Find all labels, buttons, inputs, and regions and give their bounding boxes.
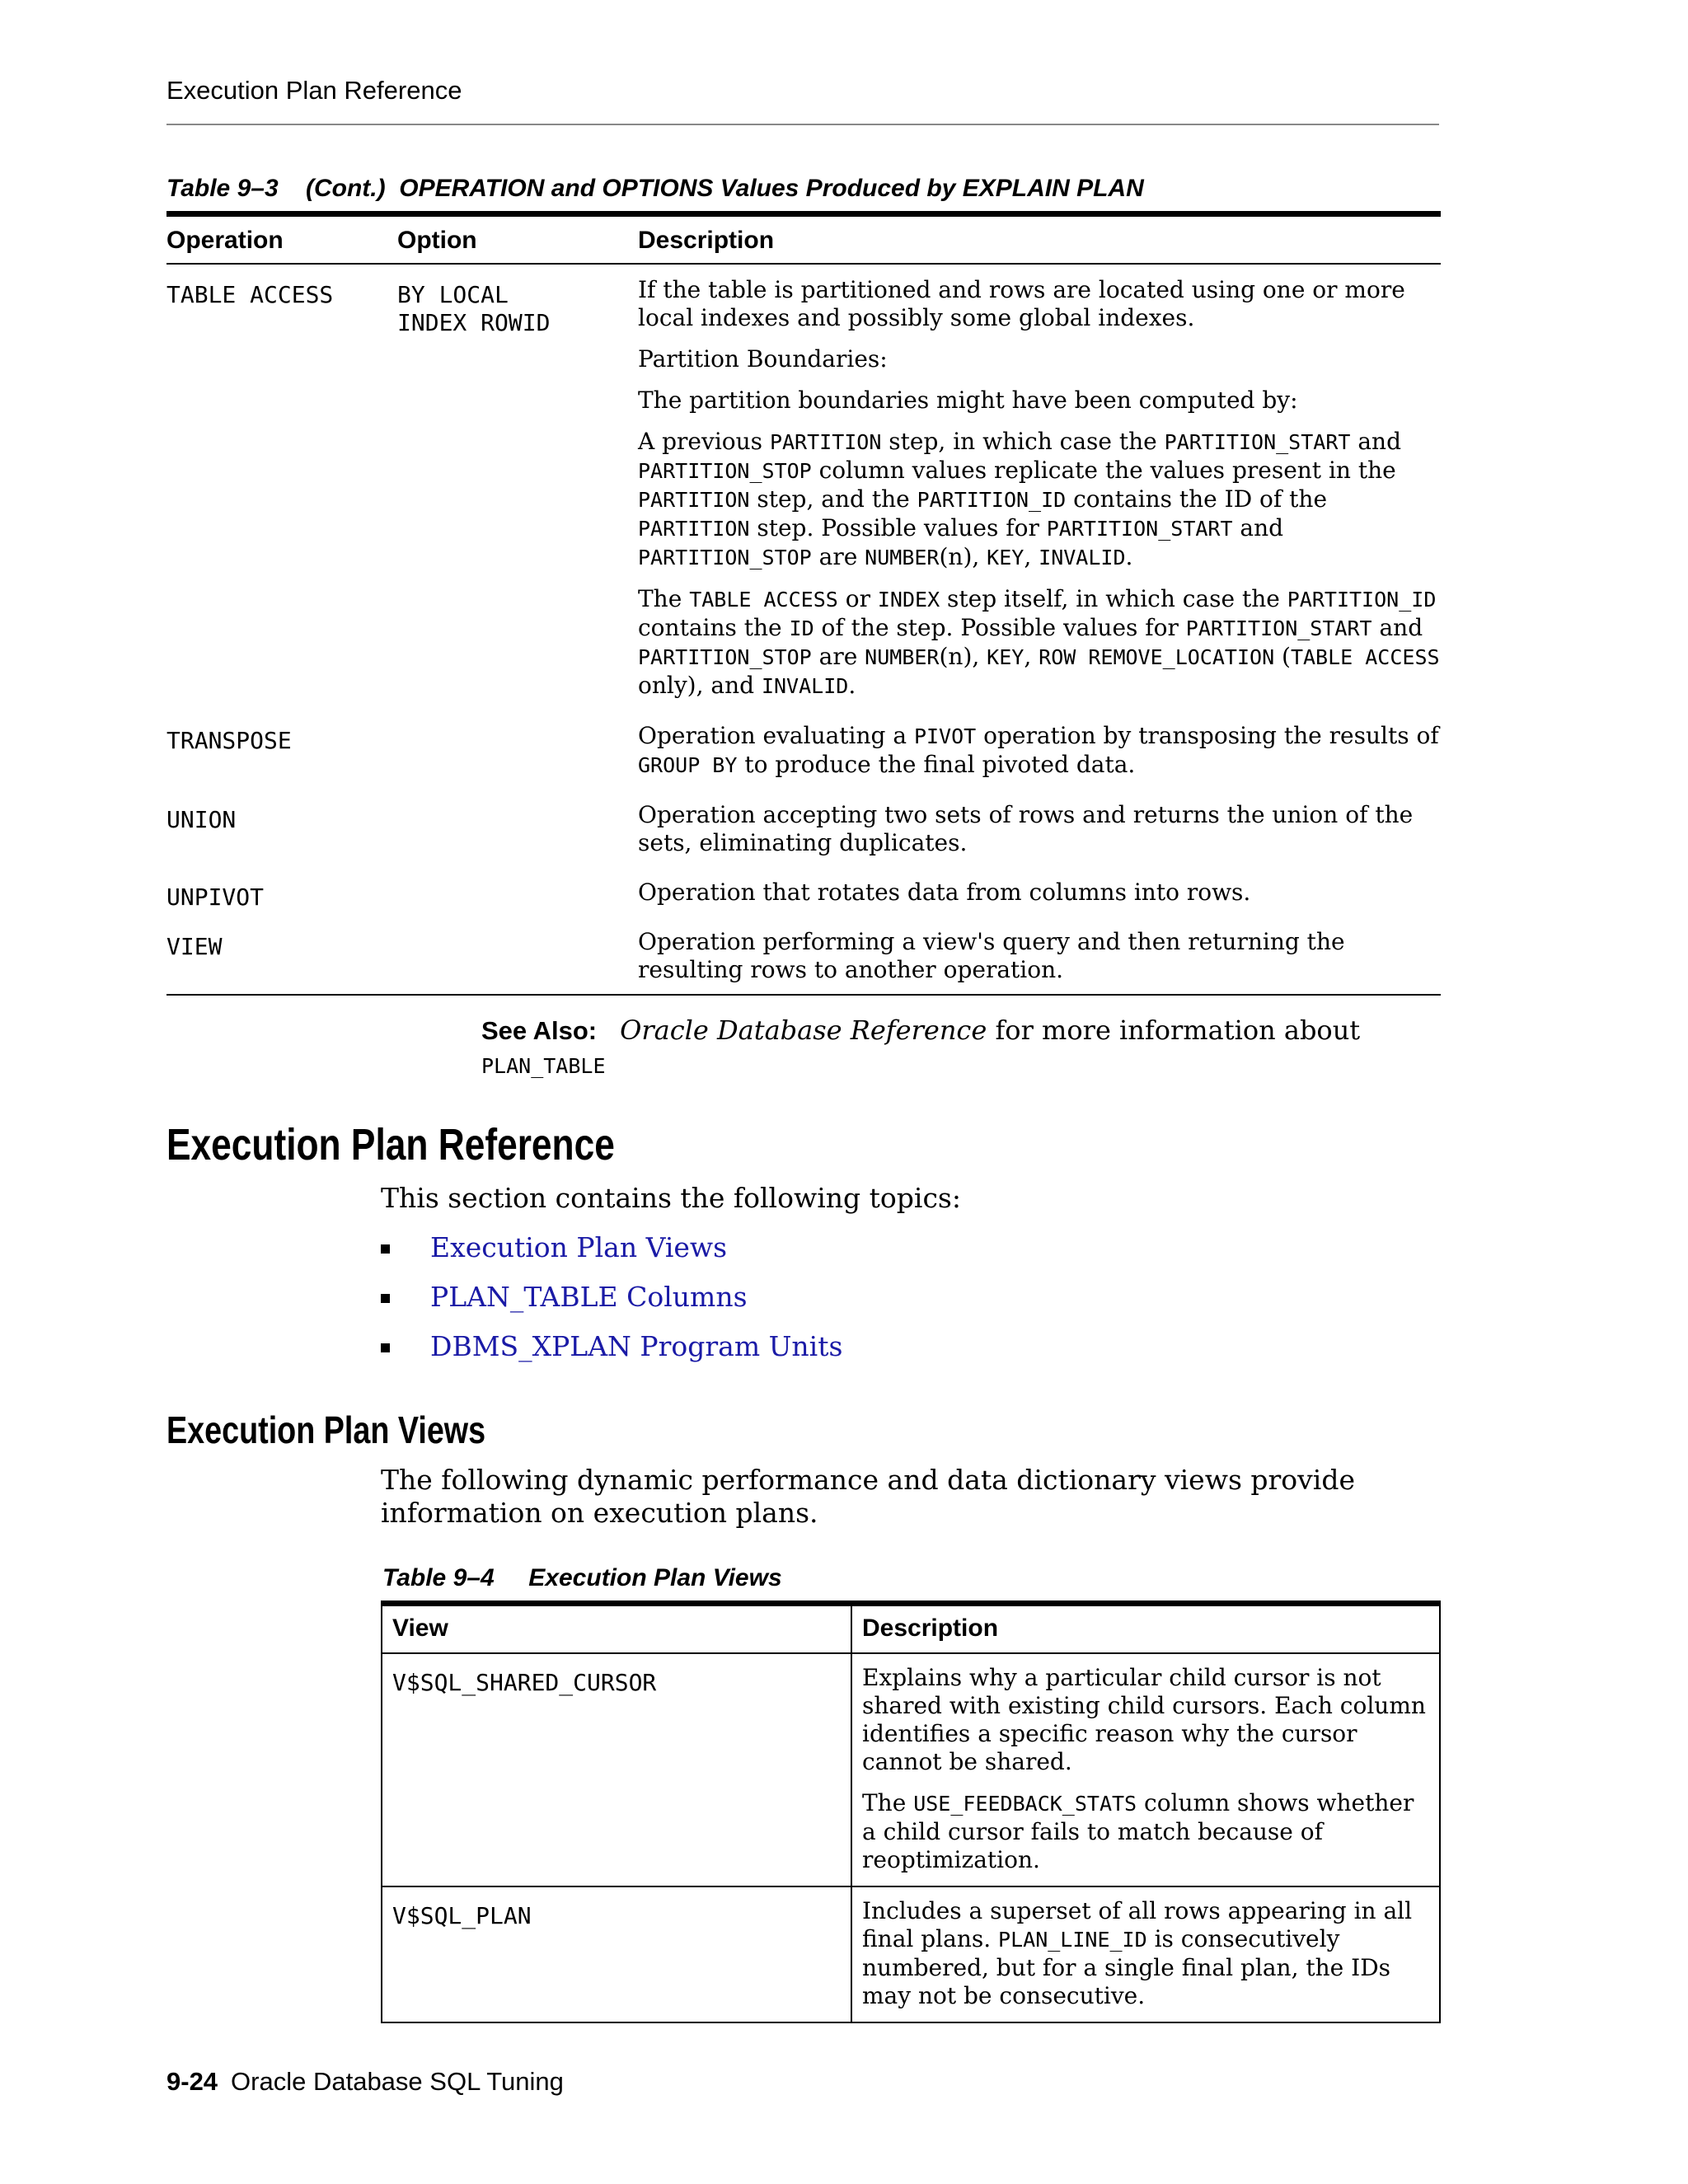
description-text: and <box>1232 514 1284 541</box>
topic-link-execution-plan-views[interactable]: Execution Plan Views <box>430 1231 728 1263</box>
description-paragraph <box>862 1664 1429 1776</box>
list-item <box>381 1231 842 1281</box>
table-row <box>166 916 1441 995</box>
table-row <box>166 710 1441 790</box>
description-text: step, and the <box>749 485 917 513</box>
operation-cell: TRANSPOSE <box>166 727 292 754</box>
see-also-code: PLAN_TABLE <box>481 1054 606 1078</box>
description-text: to produce the final pivoted data. <box>737 751 1136 778</box>
column-header-description: Description <box>851 1604 1440 1654</box>
subsection-title: Execution Plan Views <box>166 1408 486 1451</box>
code-term: PARTITION_ID <box>917 488 1067 512</box>
description-text: and <box>1372 614 1423 641</box>
table-row <box>166 867 1441 916</box>
topics-list <box>381 1231 842 1380</box>
option-cell: BY LOCAL INDEX ROWID <box>397 281 551 336</box>
code-term: PARTITION_STOP <box>638 459 812 483</box>
code-term: INVALID <box>761 674 849 698</box>
description-paragraph <box>862 1789 1429 1874</box>
description-text: is consecutively numbered, but for a single final plan, the IDs may not be consecutive. <box>862 1925 1391 2009</box>
description-text: column shows whether a child cursor fails to match because of reoptimization. <box>862 1789 1414 1873</box>
description-text: ( <box>1274 643 1291 670</box>
code-term: INDEX <box>877 588 940 612</box>
code-term: KEY <box>987 546 1025 569</box>
table-row <box>382 1653 1440 1886</box>
code-term: INVALID <box>1039 546 1126 569</box>
description-text: column values replicate the values present in the <box>811 457 1396 484</box>
topic-link-plan-table-columns[interactable]: PLAN_TABLE Columns <box>430 1281 748 1313</box>
code-term: PARTITION_STOP <box>638 645 812 669</box>
description-text: of the step. Possible values for <box>814 614 1186 641</box>
description-text: . <box>848 672 856 699</box>
description-text: (n), <box>939 643 987 670</box>
description-text: The <box>638 585 690 612</box>
subsection-intro: The following dynamic performance and data dictionary views provide information on execution plans. <box>381 1464 1355 1529</box>
code-term: PARTITION_STOP <box>638 546 812 569</box>
bullet-icon <box>381 1343 390 1352</box>
page-number: 9-24 <box>166 2067 218 2096</box>
see-also-label: See Also: <box>481 1016 598 1045</box>
description-text: If the table is partitioned and rows are located using one or more local indexes and possibly some global indexes. <box>638 276 1405 331</box>
code-term: PARTITION <box>638 488 750 512</box>
description-cell <box>851 1653 1440 1886</box>
topic-link-dbms-xplan-program-units[interactable]: DBMS_XPLAN Program Units <box>430 1330 843 1362</box>
book-title: Oracle Database SQL Tuning <box>231 2067 564 2096</box>
code-term: TABLE ACCESS <box>1290 645 1440 669</box>
description-cell <box>638 916 1441 995</box>
option-cell <box>397 867 638 916</box>
description-text: and <box>1350 428 1401 455</box>
description-cell <box>638 264 1441 710</box>
code-term: USE_FEEDBACK_STATS <box>913 1792 1137 1816</box>
description-text: step, in which case the <box>881 428 1165 455</box>
code-term: GROUP BY <box>638 753 738 777</box>
column-header-operation: Operation <box>166 214 397 265</box>
description-text: step itself, in which case the <box>940 585 1287 612</box>
bullet-icon <box>381 1244 390 1254</box>
column-header-description: Description <box>638 214 1441 265</box>
description-text: A previous <box>638 428 770 455</box>
description-text: (n), <box>939 543 987 570</box>
description-paragraph <box>638 428 1441 572</box>
description-cell <box>638 867 1441 916</box>
description-text: Operation that rotates data from columns into rows. <box>638 879 1251 906</box>
code-term: ID <box>789 616 814 640</box>
operation-cell: TABLE ACCESS <box>166 281 334 308</box>
code-term: PARTITION_START <box>1164 430 1351 454</box>
see-also-note <box>481 1014 1360 1083</box>
description-paragraph <box>638 585 1441 701</box>
description-paragraph <box>862 1897 1429 2010</box>
list-item <box>381 1281 842 1330</box>
description-text: The partition boundaries might have been computed by: <box>638 387 1298 414</box>
operation-cell: UNPIVOT <box>166 883 265 911</box>
bullet-icon <box>381 1294 390 1303</box>
description-paragraph <box>638 928 1441 984</box>
description-paragraph <box>638 387 1441 415</box>
see-also-reference[interactable]: Oracle Database Reference <box>620 1015 987 1046</box>
operation-cell: VIEW <box>166 933 223 960</box>
code-term: NUMBER <box>865 645 940 669</box>
description-paragraph <box>638 276 1441 332</box>
description-text: , <box>1024 643 1039 670</box>
description-text: Partition Boundaries: <box>638 345 888 373</box>
table-9-3-caption: Table 9–3 (Cont.) OPERATION and OPTIONS Values Produced by EXPLAIN PLAN <box>166 175 1144 202</box>
description-text: operation by transposing the results of <box>976 722 1439 749</box>
description-text: are <box>811 543 865 570</box>
description-cell <box>851 1886 1440 2022</box>
code-term: PARTITION_START <box>1185 616 1372 640</box>
description-text: . <box>1125 543 1133 570</box>
code-term: TABLE ACCESS <box>689 588 838 612</box>
description-text: Operation performing a view's query and then returning the resulting rows to another operation. <box>638 928 1345 983</box>
table-row <box>166 264 1441 710</box>
list-item <box>381 1330 842 1380</box>
section-title: Execution Plan Reference <box>166 1120 615 1169</box>
option-cell <box>397 710 638 790</box>
code-term: KEY <box>987 645 1025 669</box>
execution-plan-views-table <box>381 1601 1441 2023</box>
description-paragraph <box>638 345 1441 373</box>
description-text: Operation accepting two sets of rows and returns the union of the sets, eliminating duplicates. <box>638 801 1414 856</box>
description-cell <box>638 790 1441 867</box>
page-footer <box>166 2067 564 2097</box>
view-name-cell: V$SQL_PLAN <box>382 1886 851 2022</box>
description-text: step. Possible values for <box>749 514 1047 541</box>
description-text: Explains why a particular child cursor is not shared with existing child cursors. Each column identifies a specific reason why the cursor cannot be shared. <box>862 1664 1426 1775</box>
column-header-option: Option <box>397 214 638 265</box>
description-text: Operation evaluating a <box>638 722 914 749</box>
code-term: PARTITION_START <box>1046 517 1233 541</box>
description-text: are <box>811 643 865 670</box>
code-term: PARTITION_ID <box>1287 588 1437 612</box>
view-name-cell: V$SQL_SHARED_CURSOR <box>382 1653 851 1886</box>
description-text: The <box>862 1789 914 1816</box>
code-term: PARTITION <box>769 430 882 454</box>
see-also-text: for more information about <box>987 1015 1361 1046</box>
table-row <box>166 790 1441 867</box>
description-text: contains the ID of the <box>1066 485 1328 513</box>
running-header: Execution Plan Reference <box>166 76 1439 125</box>
description-paragraph <box>638 879 1441 907</box>
description-text: only), and <box>638 672 762 699</box>
code-term: PARTITION <box>638 517 750 541</box>
option-cell <box>397 916 638 995</box>
description-cell <box>638 710 1441 790</box>
code-term: PLAN_LINE_ID <box>998 1928 1147 1952</box>
table-row <box>382 1886 1440 2022</box>
section-intro: This section contains the following topics: <box>381 1182 961 1214</box>
table-9-4-caption: Table 9–4 Execution Plan Views <box>382 1564 782 1591</box>
operation-options-table <box>166 211 1441 996</box>
code-term: PIVOT <box>913 724 977 748</box>
description-text: or <box>837 585 878 612</box>
column-header-view: View <box>382 1604 851 1654</box>
description-text: contains the <box>638 614 790 641</box>
description-text: , <box>1024 543 1039 570</box>
description-paragraph <box>638 801 1441 857</box>
option-cell <box>397 790 638 867</box>
operation-cell: UNION <box>166 806 237 833</box>
code-term: NUMBER <box>865 546 940 569</box>
description-text: Includes a superset of all rows appearing in all final plans. <box>862 1897 1413 1952</box>
description-paragraph <box>638 722 1441 780</box>
code-term: ROW REMOVE_LOCATION <box>1039 645 1275 669</box>
